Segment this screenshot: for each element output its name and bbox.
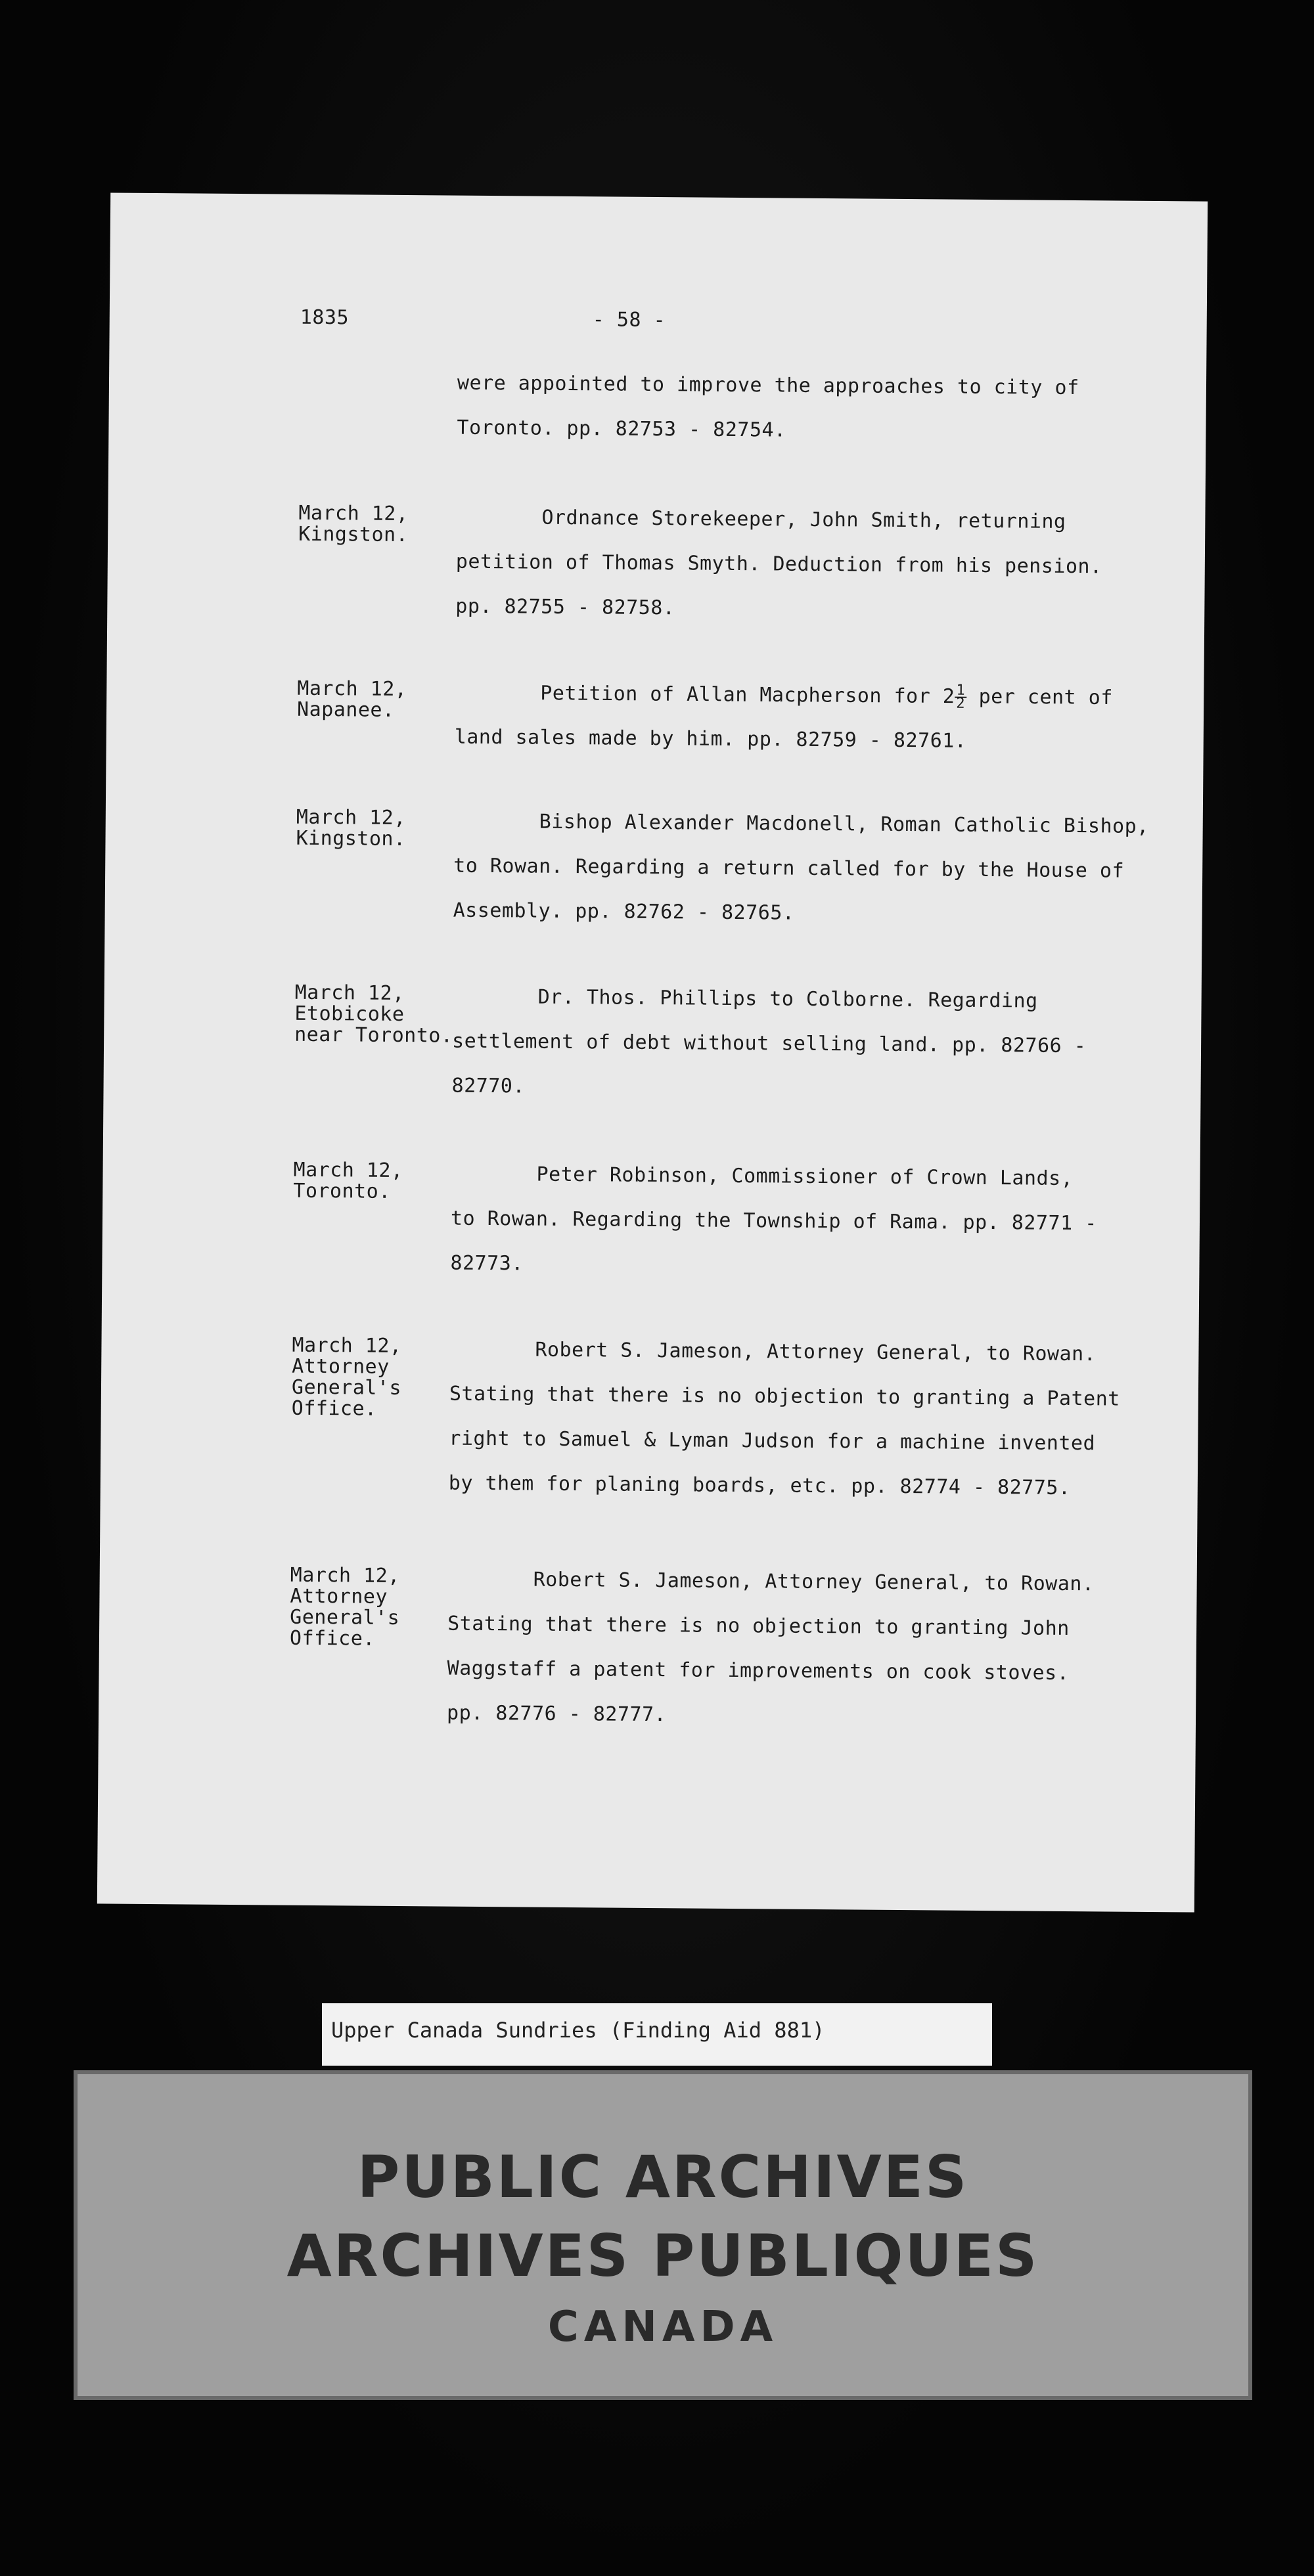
- entry-location: March 12, Etobicoke near Toronto.: [294, 981, 453, 1048]
- entry-line: were appointed to improve the approaches to city of: [457, 371, 1079, 400]
- entry-line: 82770.: [451, 1074, 526, 1098]
- entry-line: Robert S. Jameson, Attorney General, to Rowan.: [533, 1568, 1095, 1596]
- archives-stamp: [74, 2070, 1252, 2400]
- fraction: [955, 682, 966, 712]
- entry-line-start: Petition of Allan Macpherson for 2: [540, 682, 955, 709]
- document-page: [97, 192, 1208, 1912]
- entry-line: land sales made by him. pp. 82759 - 82761.: [454, 725, 967, 753]
- fraction-denominator: 2: [956, 695, 966, 712]
- entry-line: Dr. Thos. Phillips to Colborne. Regarding: [537, 985, 1038, 1013]
- entry-location: March 12, Kingston.: [298, 501, 409, 547]
- document-year: 1835: [300, 305, 350, 330]
- entry-location: March 12, Kingston.: [296, 805, 406, 851]
- entry-line: Ordnance Storekeeper, John Smith, returning: [541, 506, 1066, 533]
- fraction-numerator: 1: [956, 682, 966, 699]
- entry-line: to Rowan. Regarding a return called for by the House of: [453, 854, 1125, 883]
- entry-location: March 12, Attorney General's Office.: [291, 1333, 402, 1421]
- entry-line: Bishop Alexander Macdonell, Roman Catholic Bishop,: [539, 810, 1149, 838]
- entry-line: Robert S. Jameson, Attorney General, to Rowan.: [535, 1338, 1097, 1366]
- finding-aid-caption: [322, 2003, 992, 2066]
- entry-line: Stating that there is no objection to granting John: [447, 1612, 1070, 1641]
- entry-line: Toronto. pp. 82753 - 82754.: [457, 416, 786, 442]
- entry-line: Stating that there is no objection to granting a Patent: [449, 1382, 1120, 1411]
- entry-location: March 12, Toronto.: [293, 1158, 403, 1203]
- entry-line: [540, 682, 1113, 711]
- caption-text: Upper Canada Sundries (Finding Aid 881): [331, 2018, 825, 2043]
- entry-line: Assembly. pp. 82762 - 82765.: [453, 899, 795, 925]
- entry-line: pp. 82776 - 82777.: [446, 1701, 667, 1727]
- entry-line-end: per cent of: [966, 685, 1113, 709]
- entry-line: to Rowan. Regarding the Township of Rama. pp. 82771 -: [450, 1207, 1097, 1235]
- stamp-line-english: PUBLIC ARCHIVES: [357, 2143, 969, 2211]
- entry-line: Waggstaff a patent for improvements on cook stoves.: [447, 1656, 1070, 1685]
- entry-line: settlement of debt without selling land. pp. 82766 -: [451, 1029, 1087, 1058]
- entry-line: pp. 82755 - 82758.: [455, 594, 675, 620]
- stamp-line-country: CANADA: [547, 2303, 779, 2351]
- entry-line: right to Samuel & Lyman Judson for a machine invented: [449, 1427, 1096, 1455]
- stamp-line-french: ARCHIVES PUBLIQUES: [286, 2222, 1039, 2290]
- entry-location: March 12, Napanee.: [296, 677, 407, 722]
- page-number: - 58 -: [592, 308, 666, 332]
- entry-line: 82773.: [450, 1251, 524, 1276]
- entry-location: March 12, Attorney General's Office.: [289, 1563, 400, 1651]
- entry-line: by them for planing boards, etc. pp. 82774 - 82775.: [448, 1471, 1071, 1500]
- entry-line: petition of Thomas Smyth. Deduction from his pension.: [455, 550, 1102, 579]
- entry-line: Peter Robinson, Commissioner of Crown Lands,: [536, 1163, 1074, 1191]
